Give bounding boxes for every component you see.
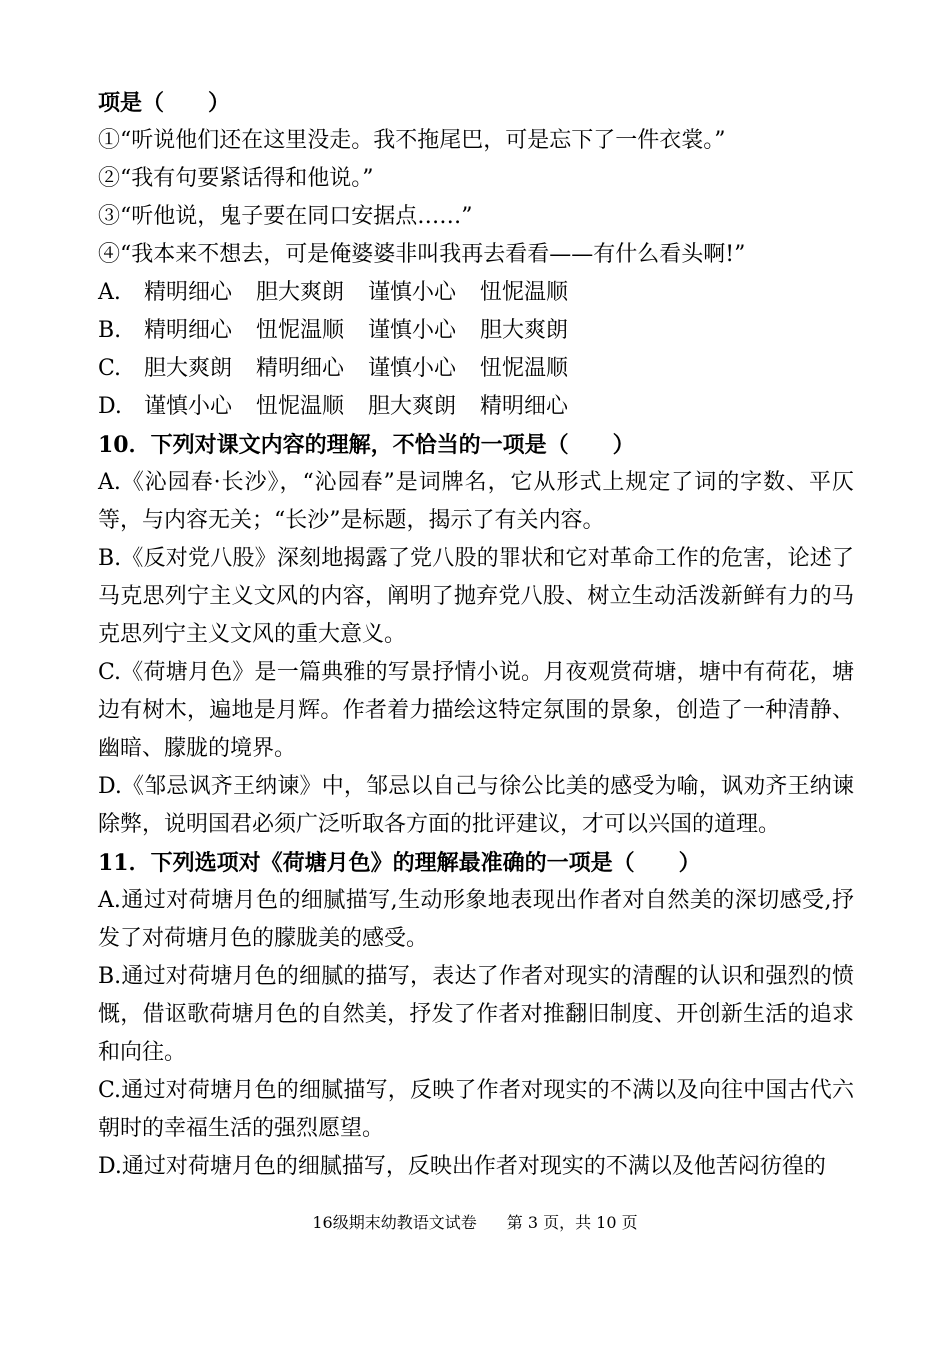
- exam-page: [98, 84, 854, 1186]
- option-item: 忸怩温顺: [480, 280, 569, 305]
- page-footer: [0, 1212, 950, 1234]
- option-item: 胆大爽朗: [368, 394, 457, 419]
- q9-quote-3: ③“听他说，鬼子要在同口安据点……”: [98, 204, 473, 229]
- q11-option-c: C.通过对荷塘月色的细腻描写，反映了作者对现实的不满以及向往中国古代六朝时的幸福生活的强烈愿望。: [98, 1078, 854, 1141]
- q10-option-a: A.《沁园春·长沙》，“沁园春”是词牌名，它从形式上规定了词的字数、平仄等，与内容无关；“长沙”是标题，揭示了有关内容。: [98, 470, 854, 533]
- option-item: 谨慎小心: [144, 394, 233, 419]
- option-item: 忸怩温顺: [256, 318, 345, 343]
- option-item: 忸怩温顺: [256, 394, 345, 419]
- q10-option-c: C.《荷塘月色》是一篇典雅的写景抒情小说。月夜观赏荷塘，塘中有荷花，塘边有树木，遍地是月辉。作者着力描绘这特定氛围的景象，创造了一种清静、幽暗、朦胧的境界。: [98, 660, 854, 761]
- q9-option-d: [98, 388, 854, 426]
- q11-option-d: D.通过对荷塘月色的细腻描写，反映出作者对现实的不满以及他苦闷彷徨的: [98, 1154, 826, 1179]
- q10-stem: 10．下列对课文内容的理解，不恰当的一项是（ ）: [98, 432, 635, 458]
- option-item: 忸怩温顺: [480, 356, 569, 381]
- footer-page-number: 第 3 页，共 10 页: [506, 1213, 638, 1232]
- option-item: 精明细心: [256, 356, 345, 381]
- option-letter: C.: [98, 356, 122, 381]
- option-letter: A.: [98, 280, 121, 305]
- q9-stem-tail: 项是（ ）: [98, 90, 231, 116]
- option-item: 精明细心: [480, 394, 569, 419]
- q9-option-a: [98, 274, 854, 312]
- option-letter: B.: [98, 318, 122, 343]
- option-item: 胆大爽朗: [144, 356, 233, 381]
- q11-option-b: B.通过对荷塘月色的细腻的描写，表达了作者对现实的清醒的认识和强烈的愤慨，借讴歌荷塘月色的自然美，抒发了作者对推翻旧制度、开创新生活的追求和向往。: [98, 964, 854, 1065]
- q10-option-d: D.《邹忌讽齐王纳谏》中，邹忌以自己与徐公比美的感受为喻，讽劝齐王纳谏除弊，说明国君必须广泛听取各方面的批评建议，才可以兴国的道理。: [98, 774, 854, 837]
- option-item: 精明细心: [144, 280, 233, 305]
- q9-option-c: [98, 350, 854, 388]
- option-item: 胆大爽朗: [480, 318, 569, 343]
- q11-option-a: A.通过对荷塘月色的细腻描写,生动形象地表现出作者对自然美的深切感受,抒发了对荷塘月色的朦胧美的感受。: [98, 888, 854, 951]
- option-item: 谨慎小心: [368, 356, 457, 381]
- q9-quote-4: ④“我本来不想去，可是俺婆婆非叫我再去看看——有什么看头啊!”: [98, 242, 746, 267]
- q9-option-b: [98, 312, 854, 350]
- q9-quote-2: ②“我有句要紧话得和他说。”: [98, 166, 374, 191]
- q11-stem: 11．下列选项对《荷塘月色》的理解最准确的一项是（ ）: [98, 850, 701, 876]
- q10-option-b: B.《反对党八股》深刻地揭露了党八股的罪状和它对革命工作的危害，论述了马克思列宁主义文风的内容，阐明了抛弃党八股、树立生动活泼新鲜有力的马克思列宁主义文风的重大意义。: [98, 546, 854, 647]
- option-letter: D.: [98, 394, 122, 419]
- footer-exam-title: 16级期末幼教语文试卷: [312, 1213, 477, 1232]
- option-item: 谨慎小心: [368, 318, 457, 343]
- option-item: 精明细心: [144, 318, 233, 343]
- option-item: 胆大爽朗: [256, 280, 345, 305]
- option-item: 谨慎小心: [368, 280, 457, 305]
- q9-quote-1: ①“听说他们还在这里没走。我不拖尾巴，可是忘下了一件衣裳。”: [98, 128, 726, 153]
